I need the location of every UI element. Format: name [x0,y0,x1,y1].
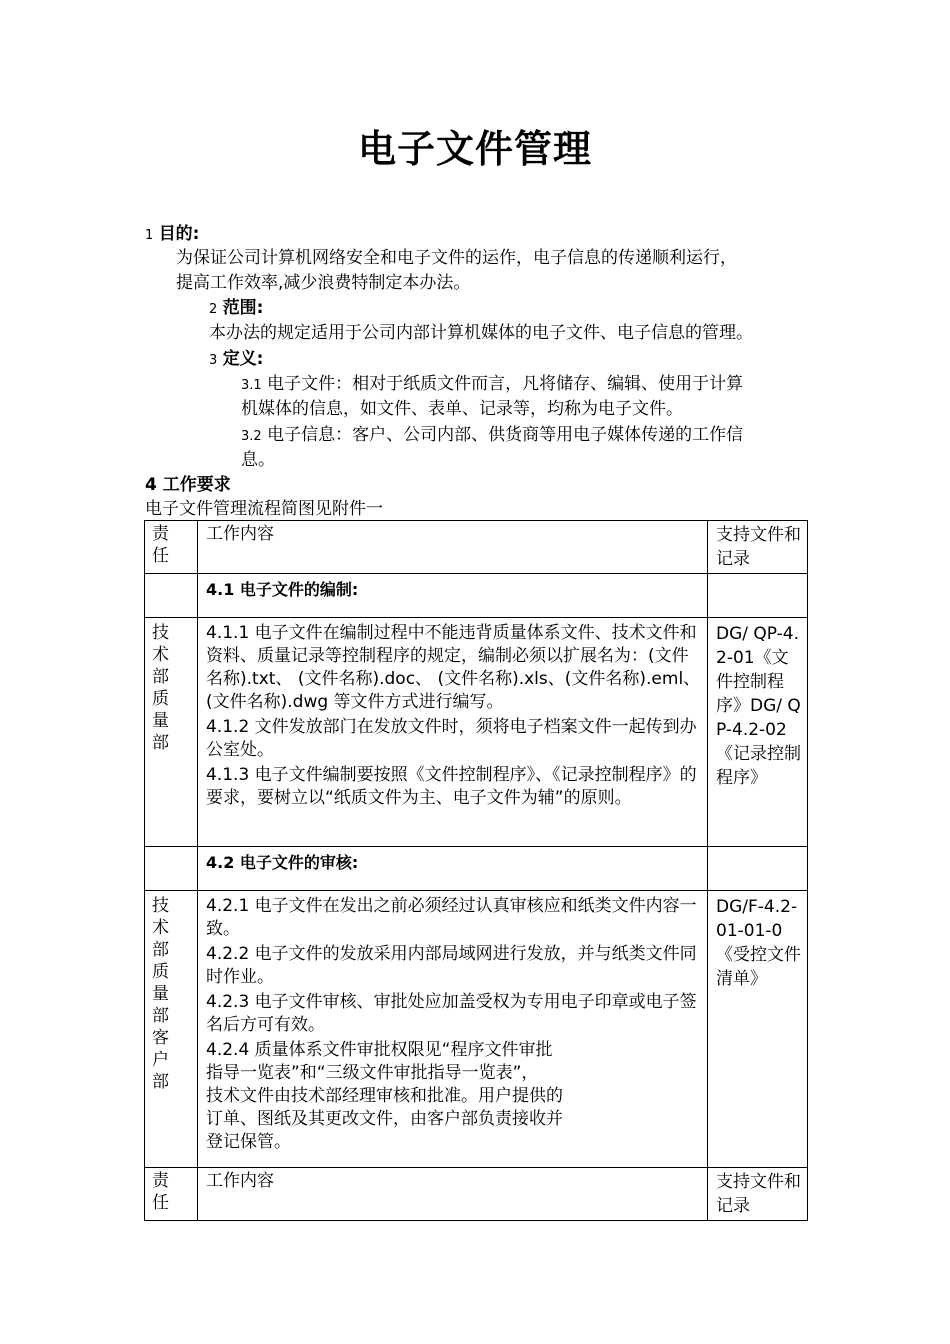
section-41-title: 4.1 电子文件的编制: [198,574,708,618]
purpose-text-line2: 提高工作效率,减少浪费特制定本办法。 [176,273,471,293]
row41-item-3: 4.1.3 电子文件编制要按照《文件控制程序》、《记录控制程序》的要求，要树立以“纸质文件为主、电子文件为辅”的原则。 [206,765,697,808]
section-purpose-heading [145,222,200,248]
footer-resp: 责任 [145,1168,198,1221]
section-scope-heading [209,296,264,322]
section-number: 2 [209,302,218,317]
definition-2-line1 [241,423,743,449]
section-42-title: 4.2 电子文件的审核: [198,847,708,891]
section-work-heading: 4 工作要求 [145,475,231,495]
row42-resp: 技术部质量部客户部 [145,891,198,1168]
section-title: 范围: [222,298,264,318]
page-title: 电子文件管理 [357,127,592,171]
row42-item-1: 4.2.1 电子文件在发出之前必须经过认真审核应和纸类文件内容一致。 [206,896,697,939]
definition-2-line2: 息。 [241,450,275,470]
section-number: 3 [209,353,218,368]
empty-cell [145,574,198,618]
table-header-row [145,521,808,574]
definition-1-line1 [241,372,743,398]
footer-support: 支持文件和记录 [708,1168,808,1221]
row42-support: DG/F-4.2-01-01-0《受控文件清单》 [708,891,808,1168]
row42-item-2: 4.2.2 电子文件的发放采用内部局域网进行发放，并与纸类文件同时作业。 [206,944,697,987]
empty-cell [708,847,808,891]
row42-item-4-line5: 登记保管。 [206,1132,291,1152]
table-row [145,847,808,891]
definition-1-line2: 机媒体的信息，如文件、表单、记录等，均称为电子文件。 [241,399,683,419]
section-title: 定义: [222,349,264,369]
work-note: 电子文件管理流程简图见附件一 [145,499,383,519]
scope-text: 本办法的规定适用于公司内部计算机媒体的电子文件、电子信息的管理。 [209,323,753,343]
row41-content [198,618,708,847]
row41-item-1: 4.1.1 电子文件在编制过程中不能违背质量体系文件、技术文件和资料、质量记录等控制程序的规定，编制必须以扩展名为：(文件名称).txt、 (文件名称).doc、 (文件名称).xls、(文件名称).eml、 (文件名称).dwg 等文件方式进行编写。 [206,623,701,712]
definition-number: 3.1 [241,378,262,393]
row42-item-4-line2: 指导一览表”和“三级文件审批指导一览表”， [206,1063,539,1083]
row42-item-4-line3: 技术文件由技术部经理审核和批准。用户提供的 [206,1086,563,1106]
definition-text: 电子文件：相对于纸质文件而言，凡将储存、编辑、使用于计算 [267,374,744,394]
section-title: 目的: [158,224,200,244]
row42-content [198,891,708,1168]
table-row [145,891,808,1168]
table-row [145,618,808,847]
empty-cell [145,847,198,891]
table-footer-row [145,1168,808,1221]
header-resp: 责任 [145,521,198,574]
section-definition-heading [209,347,264,373]
row41-resp: 技术部质量部 [145,618,198,847]
purpose-text-line1: 为保证公司计算机网络安全和电子文件的运作，电子信息的传递顺利运行， [176,248,737,268]
definition-number: 3.2 [241,429,262,444]
header-support: 支持文件和记录 [708,521,808,574]
work-requirements-table [144,520,808,1221]
row42-item-3: 4.2.3 电子文件审核、审批处应加盖受权为专用电子印章或电子签名后方可有效。 [206,992,697,1035]
section-number: 1 [145,228,154,243]
footer-content: 工作内容 [198,1168,708,1221]
row41-item-2: 4.1.2 文件发放部门在发放文件时，须将电子档案文件一起传到办公室处。 [206,717,697,760]
row42-item-4-line4: 订单、图纸及其更改文件，由客户部负责接收并 [206,1109,563,1129]
row42-item-4-line1: 4.2.4 质量体系文件审批权限见“程序文件审批 [206,1040,553,1060]
table-row [145,574,808,618]
header-content: 工作内容 [198,521,708,574]
row41-support: DG/ QP-4.2-01《文件控制程序》DG/ QP-4.2-02《记录控制程序》 [708,618,808,847]
empty-cell [708,574,808,618]
definition-text: 电子信息：客户、公司内部、供货商等用电子媒体传递的工作信 [267,425,744,445]
